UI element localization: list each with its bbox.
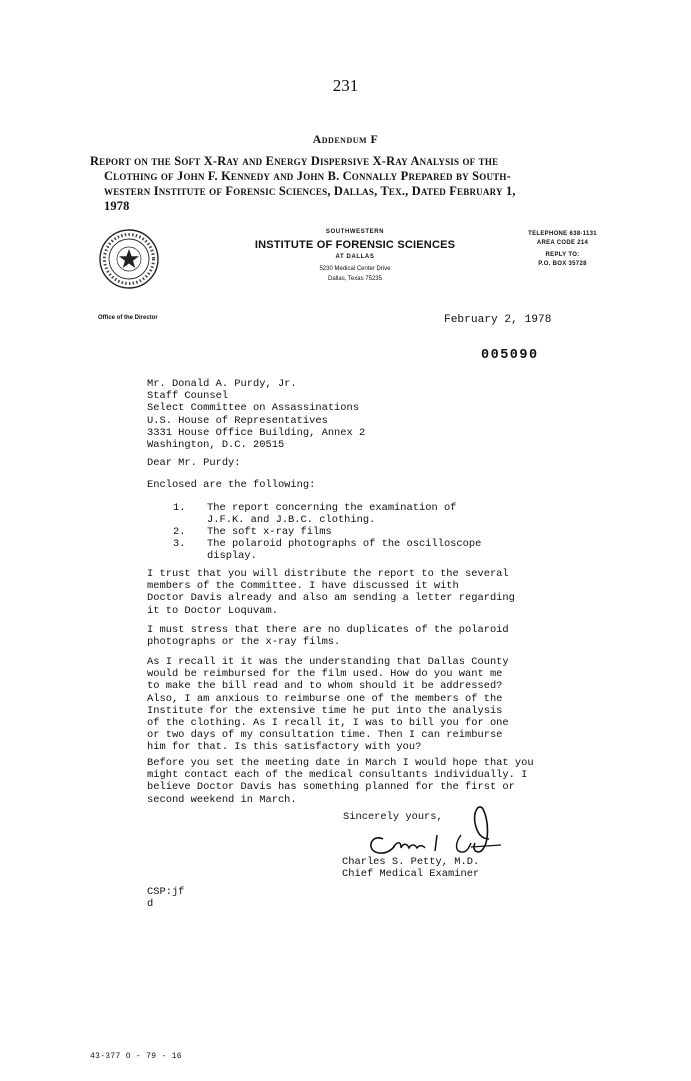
page-number: 231 [332,76,359,95]
paragraph-reimbursement: As I recall it it was the understanding that Dallas County would be reimbursed for the film used. How do you want me to make the bill read and to whom should it be addressed? Also, I am anxious to reimburse one of the members of the Institute for the extensive time he put into the analysis of the clothing. As I recall it, I was to bill you for one or two days of my consultation time. Then I can reimburse him for that. Is this satisfactory with you? [147,656,509,754]
letterhead-reply-to: REPLY TO: [545,252,580,258]
enclosure-number: 1. [173,502,186,514]
signer-title: Chief Medical Examiner [342,868,480,880]
letterhead-line3: AT DALLAS [335,254,375,260]
letterhead-contact [505,230,620,269]
letterhead-area-code: AREA CODE 214 [536,240,589,246]
enclosure-text: The report concerning the examination of J.F.K. and J.B.C. clothing. [207,502,457,527]
letterhead [220,229,490,282]
paragraph-distribution: I trust that you will distribute the report to the several members of the Committee. I have discussed it with Doctor Davis already and also am sending a letter regarding it to Doctor Loquvam. [147,568,515,617]
report-heading-line2: Clothing of John F. Kennedy and John B. Connally Prepared by South- [104,169,511,183]
office-of-director: Office of the Director [98,315,158,321]
recipient-address [147,378,587,451]
enclosure-item [173,526,503,538]
paragraph-meeting: Before you set the meeting date in March I would hope that you might contact each of the medical consultants individually. I believe Doctor Davis has something planned for the first or second weekend in March. [147,757,534,806]
typist-initials: CSP:jf [147,886,185,898]
letterhead-street: 5230 Medical Center Drive [319,266,391,272]
signer-name: Charles S. Petty, M.D. [342,856,480,868]
typist-initials-line2: d [147,898,154,910]
addendum-title: Addendum F [312,132,379,146]
enclosure-text: The soft x-ray films [207,526,332,538]
letter-date: February 2, 1978 [444,314,552,326]
enclosure-number: 2. [173,526,186,538]
letterhead-line1: SOUTHWESTERN [325,229,385,235]
report-heading [90,154,620,214]
handwritten-signature-icon [343,799,513,863]
recipient-city: Washington, D.C. 20515 [147,439,285,452]
enclosure-number: 3. [173,538,186,550]
recipient-committee: Select Committee on Assassinations [147,402,360,415]
recipient-body: U.S. House of Representatives [147,414,328,427]
closing: Sincerely yours, [343,811,443,823]
salutation: Dear Mr. Purdy: [147,457,241,469]
footer-print-code: 43-377 O - 79 - 16 [90,1052,182,1061]
document-number-stamp: 005090 [481,348,539,363]
enclosure-item [173,538,503,562]
recipient-street: 3331 House Office Building, Annex 2 [147,426,366,439]
enclosure-item [173,502,503,526]
report-heading-line1: Report on the Soft X-Ray and Energy Dispersive X-Ray Analysis of the [90,154,499,168]
report-heading-line4: 1978 [104,199,130,213]
county-of-dallas-seal-icon [98,228,160,290]
enclosure-text: The polaroid photographs of the oscilloscope display. [207,538,482,563]
paragraph-no-duplicates: I must stress that there are no duplicates of the polaroid photographs or the x-ray films. [147,624,509,649]
letterhead-po-box: P.O. BOX 35728 [538,261,587,267]
letterhead-telephone: TELEPHONE 638-1131 [528,231,597,237]
recipient-name: Mr. Donald A. Purdy, Jr. [147,378,297,390]
recipient-title: Staff Counsel [147,390,229,403]
report-heading-line3: western Institute of Forensic Sciences, Dallas, Tex., Dated February 1, [104,184,516,198]
letterhead-institute-name: INSTITUTE OF FORENSIC SCIENCES [254,239,456,251]
letterhead-city: Dallas, Texas 75235 [328,276,382,282]
enclosure-intro: Enclosed are the following: [147,479,316,491]
